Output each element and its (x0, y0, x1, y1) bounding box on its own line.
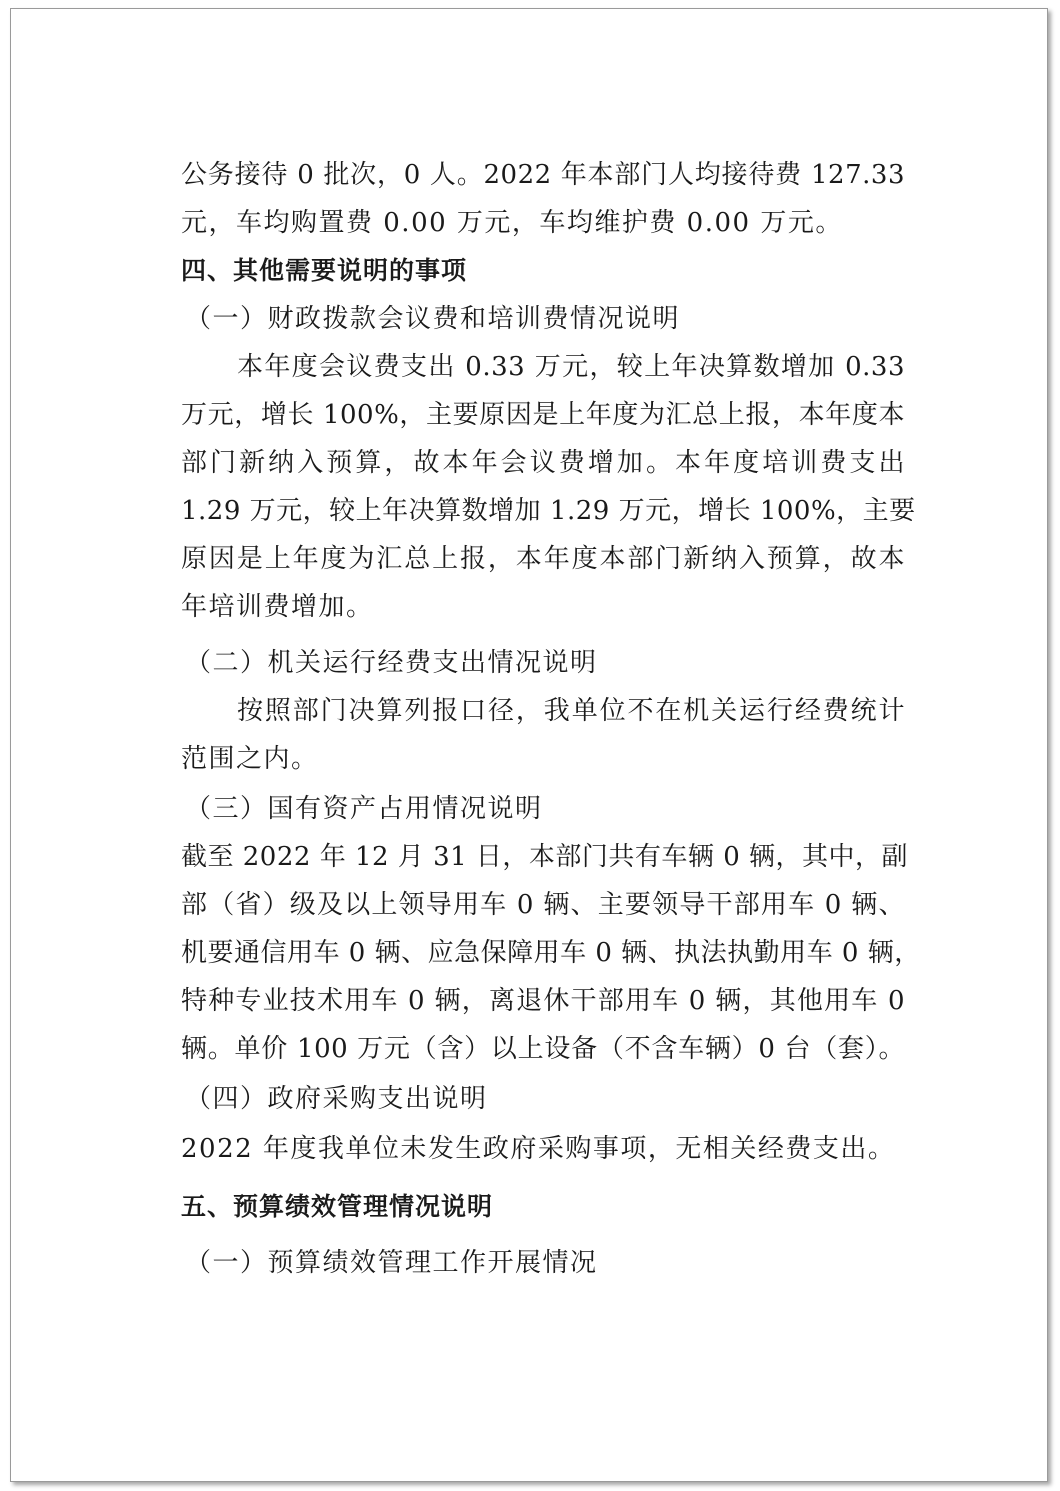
paragraph-line: 1.29 万元，较上年决算数增加 1.29 万元，增长 100%，主要 (181, 496, 916, 526)
subsection-heading: （四）政府采购支出说明 (185, 1084, 488, 1114)
paragraph-line: 本年度会议费支出 0.33 万元，较上年决算数增加 0.33 (237, 352, 905, 382)
paragraph-line: 辆。单价 100 万元（含）以上设备（不含车辆）0 台（套）。 (181, 1034, 905, 1064)
paragraph-line: 按照部门决算列报口径，我单位不在机关运行经费统计 (237, 696, 905, 726)
paragraph-line: 年培训费增加。 (181, 592, 374, 622)
paragraph-line: 部门新纳入预算，故本年会议费增加。本年度培训费支出 (181, 448, 905, 478)
paragraph-line: 机要通信用车 0 辆、应急保障用车 0 辆、执法执勤用车 0 辆， (181, 938, 921, 968)
paragraph-line: 公务接待 0 批次，0 人。2022 年本部门人均接待费 127.33 (181, 160, 905, 190)
document-page (10, 8, 1048, 1482)
paragraph-line: 原因是上年度为汇总上报，本年度本部门新纳入预算，故本 (181, 544, 905, 574)
section-heading-4: 四、其他需要说明的事项 (181, 256, 468, 285)
subsection-heading: （三）国有资产占用情况说明 (185, 794, 543, 824)
subsection-heading: （二）机关运行经费支出情况说明 (185, 648, 598, 678)
paragraph-line: 元，车均购置费 0.00 万元，车均维护费 0.00 万元。 (181, 208, 843, 238)
subsection-heading: （一）预算绩效管理工作开展情况 (185, 1248, 598, 1278)
paragraph-line: 截至 2022 年 12 月 31 日，本部门共有车辆 0 辆，其中，副 (181, 842, 908, 872)
paragraph-line: 2022 年度我单位未发生政府采购事项，无相关经费支出。 (181, 1134, 896, 1164)
paragraph-line: 特种专业技术用车 0 辆，离退休干部用车 0 辆，其他用车 0 (181, 986, 905, 1016)
paragraph-line: 万元，增长 100%，主要原因是上年度为汇总上报，本年度本 (181, 400, 905, 430)
subsection-heading: （一）财政拨款会议费和培训费情况说明 (185, 304, 681, 334)
paragraph-line: 部（省）级及以上领导用车 0 辆、主要领导干部用车 0 辆、 (181, 890, 905, 920)
paragraph-line: 范围之内。 (181, 744, 319, 774)
section-heading-5: 五、预算绩效管理情况说明 (181, 1192, 494, 1221)
